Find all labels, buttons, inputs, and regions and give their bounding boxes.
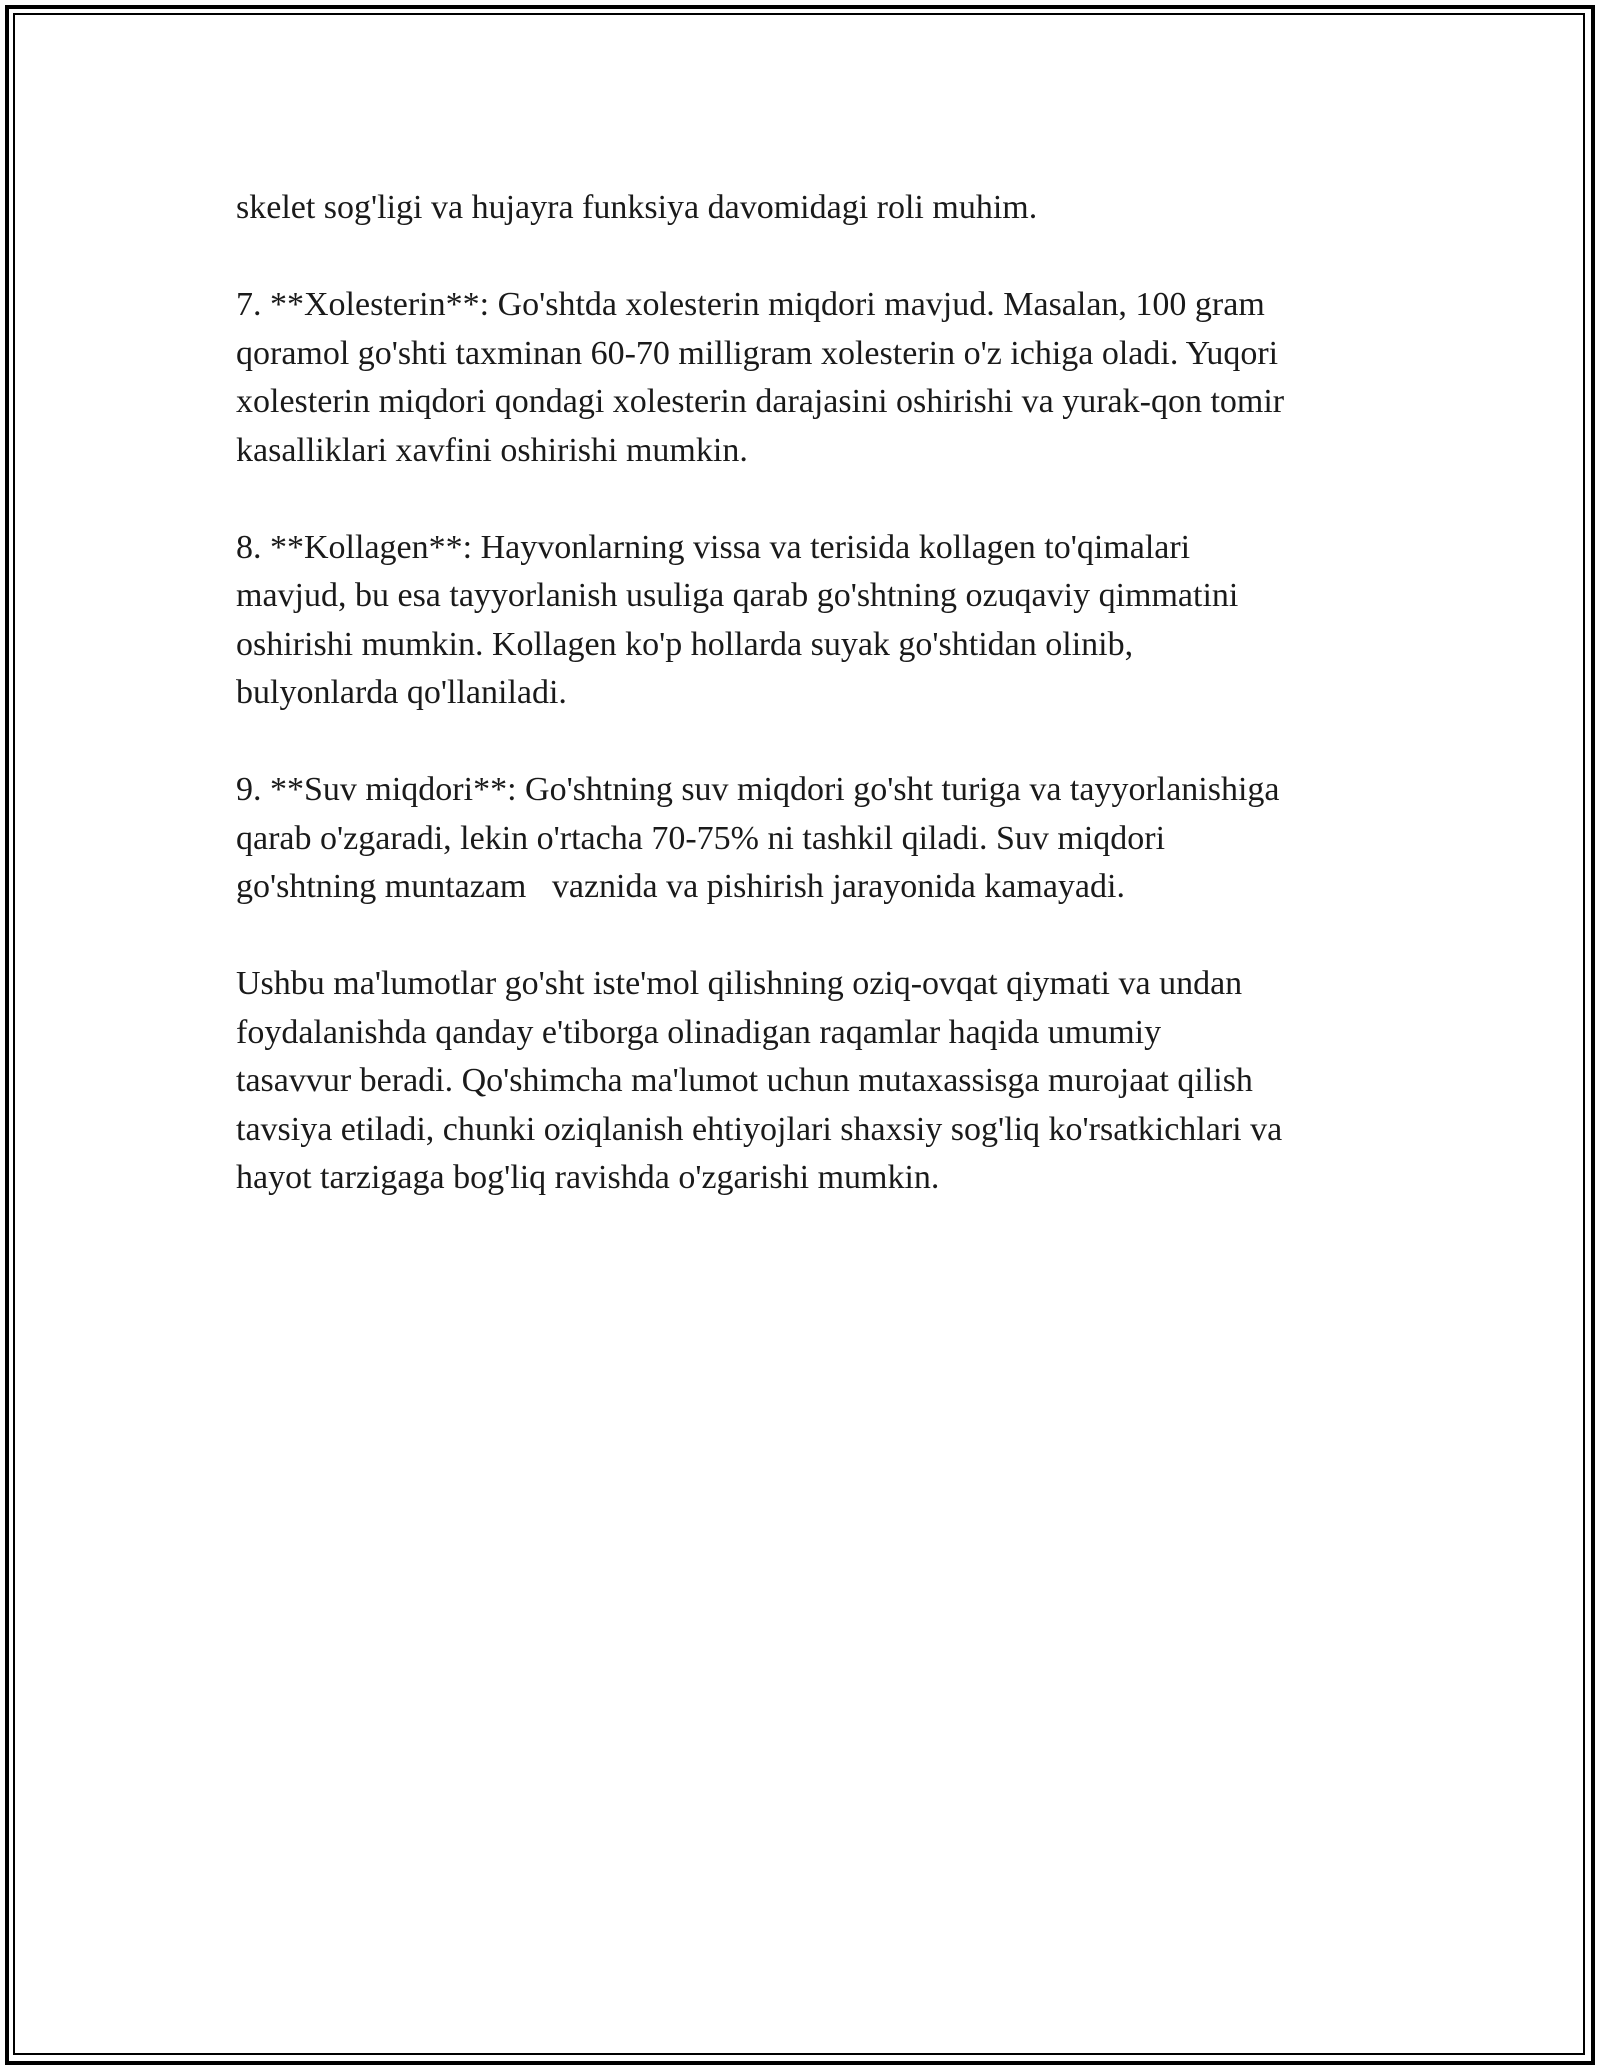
paragraph-kollagen: 8. **Kollagen**: Hayvonlarning vissa va terisida kollagen to'qimalari mavjud, bu esa tayyorlanish usuliga qarab go'shtning ozuqaviy qimmatini oshirishi mumkin. Kollagen ko'p hollarda suyak go'shtidan olinib, bulyonlarda qo'llaniladi.	[236, 528, 1239, 711]
paragraph-suv-miqdori: 9. **Suv miqdori**: Go'shtning suv miqdori go'sht turiga va tayyorlanishiga qarab o'zgaradi, lekin o'rtacha 70-75% ni tashkil qiladi. Suv miqdori go'shtning muntazam vaznida va pishirish jarayonida kamayadi.	[236, 771, 1280, 905]
paragraph-intro-continuation: skelet sog'ligi va hujayra funksiya davomidagi roli muhim.	[236, 189, 1038, 226]
document-body	[236, 184, 1376, 1251]
paragraph-xolesterin: 7. **Xolesterin**: Go'shtda xolesterin miqdori mavjud. Masalan, 100 gram qoramol go'shti taxminan 60-70 milligram xolesterin o'z ichiga oladi. Yuqori xolesterin miqdori qondagi xolesterin darajasini oshirishi va yurak-qon tomir kasalliklari xavfini oshirishi mumkin.	[236, 286, 1285, 469]
paragraph-conclusion: Ushbu ma'lumotlar go'sht iste'mol qilishning oziq-ovqat qiymati va undan foydalanishda qanday e'tiborga olinadigan raqamlar haqida umumiy tasavvur beradi. Qo'shimcha ma'lumot uchun mutaxassisga murojaat qilish tavsiya etiladi, chunki oziqlanish ehtiyojlari shaxsiy sog'liq ko'rsatkichlari va hayot tarzigaga bog'liq ravishda o'zgarishi mumkin.	[236, 965, 1283, 1196]
